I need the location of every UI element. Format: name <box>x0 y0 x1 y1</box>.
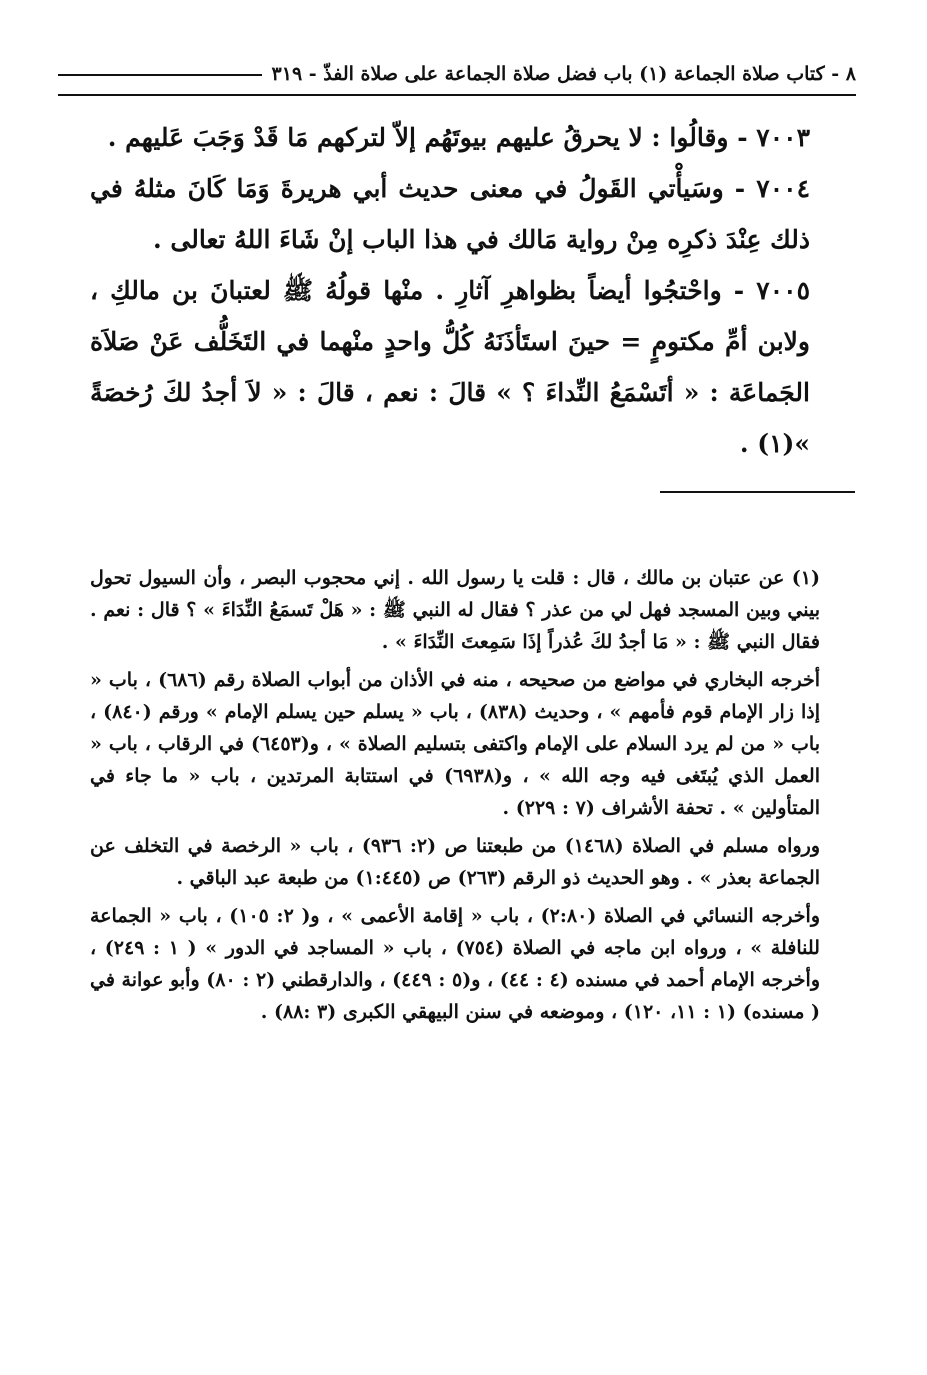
footnote-muslim: ورواه مسلم في الصلاة (١٤٦٨) من طبعتنا ص (٢: ٩٣٦) ، باب « الرخصة في التخلف عن الجماعة بعذر » . وهو الحديث ذو الرقم (٢٦٣) ص (١:٤٤٥) من طبعة عبد الباقي . <box>90 835 820 889</box>
main-text <box>90 112 810 469</box>
footnote-bukhari: أخرجه البخاري في مواضع من صحيحه ، منه في الأذان من أبواب الصلاة رقم (٦٨٦) ، باب « إذا زار الإمام قوم فأمهم » ، وحديث (٨٣٨) ، باب « يسلم حين يسلم الإمام » ورقم (٨٤٠) ، باب « من لم يرد السلام على الإمام واكتفى بتسليم الصلاة » ، و(٦٤٥٣) في الرقاب ، باب « العمل الذي يُبتَغى فيه وجه الله » ، و(٦٩٣٨) في استتابة المرتدين ، باب « ما جاء في المتأولين » . تحفة الأشراف (٧ : ٢٢٩) . <box>90 669 820 819</box>
paragraph-7004: ٧٠٠٤ - وسَيأْتي القَولُ في معنى حديث أبي هريرةَ وَمَا كَانَ مثلهُ في ذلك عِنْدَ ذكرِه مِنْ رواية مَالك في هذا الباب إنْ شَاءَ اللهُ تعالى . <box>90 174 810 254</box>
footnote-1: (١) عن عتبان بن مالك ، قال : قلت يا رسول الله . إني محجوب البصر ، وأن السيول تحول بيني وبين المسجد فهل لي من عذر ؟ فقال له النبي ﷺ : « هَلْ تَسمَعُ النِّدَاءَ » ؟ قال : نعم . فقال النبي ﷺ : « مَا أجدُ لكَ عُذراً إذَا سَمِعتَ النِّدَاءَ » . <box>90 567 820 653</box>
paragraph-7003: ٧٠٠٣ - وقالُوا : لا يحرقُ عليهم بيوتَهُم إلاّ لتركهم مَا قَدْ وَجَبَ عَليهم . <box>107 123 810 152</box>
header-title: ٨ - كتاب صلاة الجماعة (١) باب فضل صلاة الجماعة على صلاة الفذّ - ٣١٩ <box>271 63 856 85</box>
footnote-others: وأخرجه النسائي في الصلاة (٢:٨٠) ، باب « إقامة الأعمى » ، و( ٢: ١٠٥) ، باب « الجماعة للنافلة » ، ورواه ابن ماجه في الصلاة (٧٥٤) ، باب « المساجد في الدور » ( ١ : ٢٤٩) ، وأخرجه الإمام أحمد في مسنده (٤ : ٤٤) ، و(٥ : ٤٤٩) ، والدارقطني (٢ : ٨٠) وأبو عوانة في ( مسنده) (١ : ١١، ١٢٠) ، وموضعه في سنن البيهقي الكبرى (٣ :٨٨) . <box>90 905 820 1023</box>
header-rule <box>58 74 262 76</box>
paragraph-7005: ٧٠٠٥ - واحْتجُوا أيضاً بظواهرِ آثارِ . منْها قولُهُ ﷺ لعتبانَ بن مالكِ ، ولابن أمِّ مكتومٍ = حينَ استَأذَنَهُ كُلُّ واحدٍ منْهما في التَخَلُّف عَنْ صَلاَة الجَماعَة : « أتَسْمَعُ النِّداءَ ؟ » قالَ : نعم ، قالَ : « لاَ أجدُ لكَ رُخصَةً »(١) . <box>90 276 810 458</box>
footnotes <box>90 562 820 1028</box>
running-header <box>58 54 856 96</box>
footnote-separator <box>660 491 855 493</box>
